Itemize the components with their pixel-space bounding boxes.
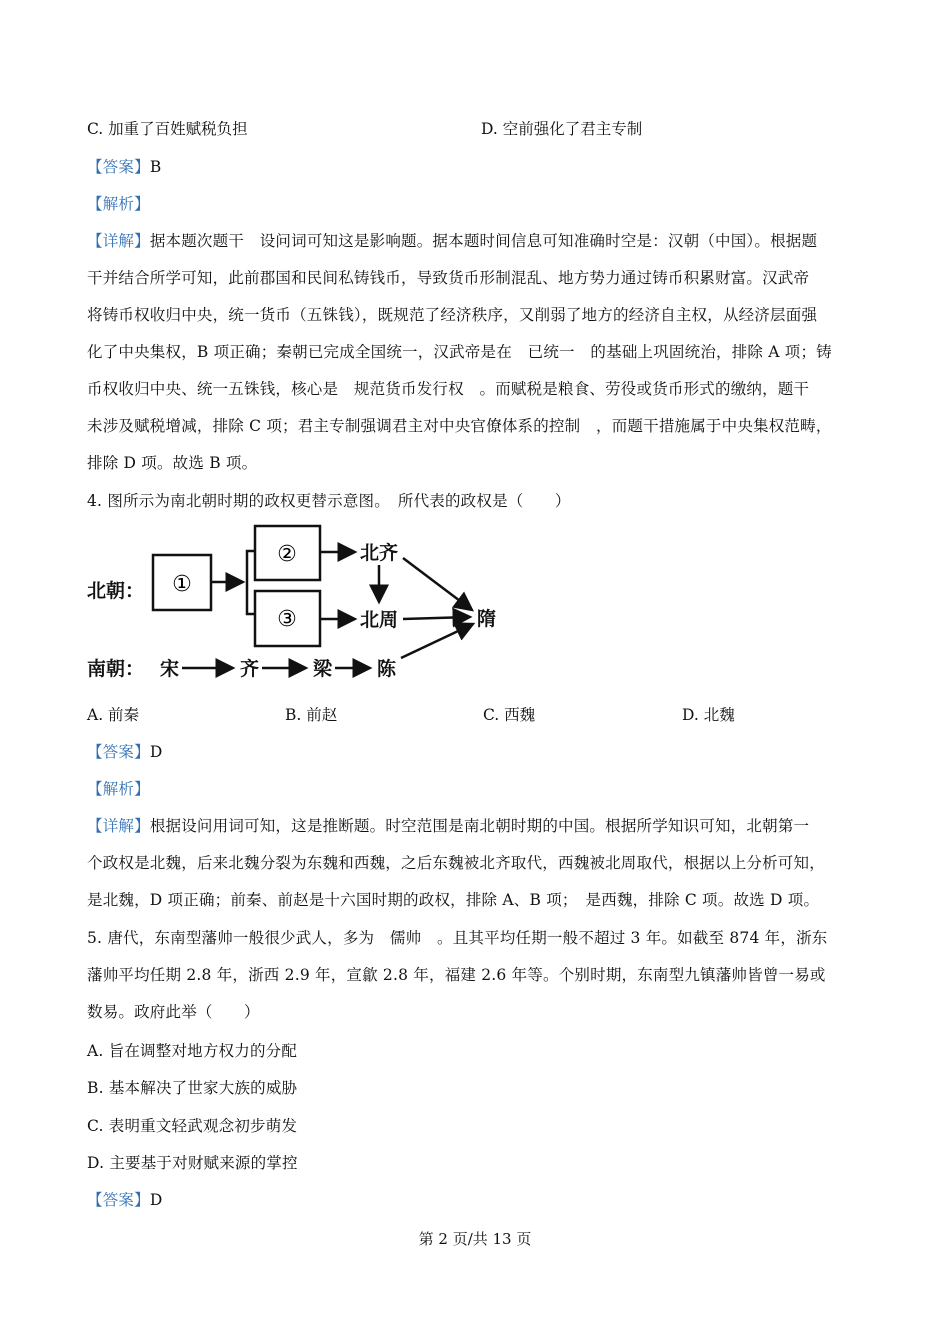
q5-option-c: C. 表明重文轻武观念初步萌发 xyxy=(87,1117,298,1135)
q5-option-d: D. 主要基于对财赋来源的掌控 xyxy=(87,1154,298,1172)
box-2-label: ② xyxy=(277,542,297,567)
detail-tag: 【详解】 xyxy=(87,817,150,835)
q4-answer-row xyxy=(87,740,162,762)
answer-tag: 【答案】 xyxy=(87,1191,150,1209)
q5-stem-line: 藩帅平均任期 2.8 年，浙西 2.9 年，宣歙 2.8 年，福建 2.6 年等。个别时期，东南型九镇藩帅皆曾一易或 xyxy=(87,966,826,984)
q5-stem-line: 5. 唐代，东南型藩帅一般很少武人，多为 儒帅 。且其平均任期一般不超过 3 年。如截至 874 年，浙东 xyxy=(87,929,828,947)
arrow xyxy=(403,617,470,619)
q5-option-a: A. 旨在调整对地方权力的分配 xyxy=(87,1042,298,1060)
detail-text: 根据设问用词可知，这是推断题。时空范围是南北朝时期的中国。根据所学知识可知，北朝第一 xyxy=(149,817,810,835)
detail-text: 据本题次题干 设问词可知这是影响题。据本题时间信息可知准确时空是：汉朝（中国）。根据题 xyxy=(149,232,818,250)
q4-analysis-tag: 【解析】 xyxy=(87,780,150,798)
detail-tag: 【详解】 xyxy=(87,232,150,250)
answer-value: D xyxy=(149,743,163,761)
south-dynasty-label: 南朝： xyxy=(87,658,145,680)
q4-detail-line: 是北魏，D 项正确；前秦、前赵是十六国时期的政权，排除 A、B 项； 是西魏，排除 C 项。故选 D 项。 xyxy=(87,891,820,909)
sui-label: 隋 xyxy=(477,608,497,630)
q3-detail-line: 化了中央集权，B 项正确；秦朝已完成全国统一，汉武帝是在 已统一 的基础上巩固统治，排除 A 项；铸 xyxy=(87,343,832,361)
q4-stem: 4. 图所示为南北朝时期的政权更替示意图。 所代表的政权是（ ） xyxy=(87,492,571,510)
q3-detail-line: 将铸币权收归中央，统一货币（五铢钱），既规范了经济秩序，又削弱了地方的经济自主权，从经济层面强 xyxy=(87,306,818,324)
answer-tag: 【答案】 xyxy=(87,743,150,761)
q3-detail-line: 未涉及赋税增减，排除 C 项；君主专制强调君主对中央官僚体系的控制 ，而题干措施属于中央集权范畴， xyxy=(87,417,832,435)
q3-detail-line: 币权收归中央、统一五铢钱，核心是 规范货币发行权 。而赋税是粮食、劳役或货币形式的缴纳，题干 xyxy=(87,380,810,398)
answer-value: D xyxy=(149,1191,163,1209)
arrow xyxy=(403,558,472,610)
qi-label: 齐 xyxy=(240,658,260,680)
north-dynasty-label: 北朝： xyxy=(87,580,145,602)
q5-stem-line: 数易。政府此举（ ） xyxy=(87,1003,260,1021)
page-footer: 第 2 页/共 13 页 xyxy=(418,1230,532,1248)
regime-diagram xyxy=(85,518,515,688)
arrow xyxy=(401,624,473,658)
q4-detail-line: 个政权是北魏，后来北魏分裂为东魏和西魏，之后东魏被北齐取代，西魏被北周取代，根据以上分析可知， xyxy=(87,854,825,872)
chen-label: 陈 xyxy=(377,658,397,680)
q4-option-d: D. 北魏 xyxy=(682,706,735,724)
q4-option-c: C. 西魏 xyxy=(483,706,536,724)
q5-answer-row xyxy=(87,1188,162,1210)
q4-option-a: A. 前秦 xyxy=(87,706,140,724)
q3-analysis-tag: 【解析】 xyxy=(87,195,150,213)
song-label: 宋 xyxy=(160,658,180,680)
q3-detail-line: 排除 D 项。故选 B 项。 xyxy=(87,454,258,472)
box-1-label: ① xyxy=(172,572,192,597)
q5-option-b: B. 基本解决了世家大族的威胁 xyxy=(87,1079,298,1097)
q3-answer-row xyxy=(87,155,161,177)
answer-value: B xyxy=(149,158,162,176)
bei-zhou-label: 北周 xyxy=(360,609,399,631)
liang-label: 梁 xyxy=(313,658,333,680)
q3-detail-line xyxy=(87,229,817,251)
bei-qi-label: 北齐 xyxy=(360,542,399,564)
q3-option-d: D. 空前强化了君主专制 xyxy=(481,120,643,138)
q3-detail-line: 干并结合所学可知，此前郡国和民间私铸钱币，导致货币形制混乱、地方势力通过铸币积累财富。汉武帝 xyxy=(87,269,810,287)
q4-option-b: B. 前赵 xyxy=(285,706,338,724)
q3-option-c: C. 加重了百姓赋税负担 xyxy=(87,120,248,138)
answer-tag: 【答案】 xyxy=(87,158,150,176)
q4-detail-line xyxy=(87,814,809,836)
box-3-label: ③ xyxy=(277,607,297,632)
